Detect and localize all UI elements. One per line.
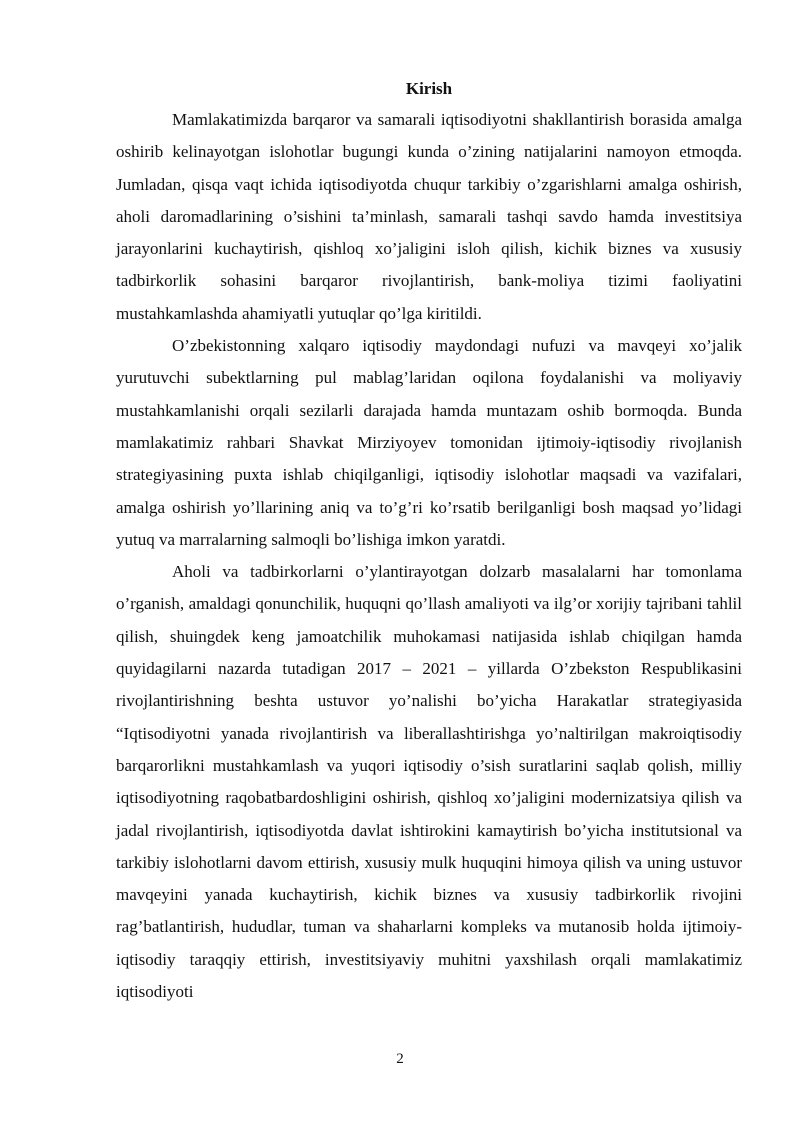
document-page (116, 78, 742, 1008)
paragraph-1: Mamlakatimizda barqaror va samarali iqtisodiyotni shakllantirish borasida amalga oshirib kelinayotgan islohotlar bugungi kunda o’zining natijalarini namoyon etmoqda. Jumladan, qisqa vaqt ichida iqtisodiyotda chuqur tarkibiy o’zgarishlarni amalga oshirish, aholi daromadlarining o’sishini ta’minlash, samarali tashqi savdo hamda investitsiya jarayonlarini kuchaytirish, qishloq xo’jaligini isloh qilish, kichik biznes va xususiy tadbirkorlik sohasini barqaror rivojlantirish, bank-moliya tizimi faoliyatini mustahkamlashda ahamiyatli yutuqlar qo’lga kiritildi. (116, 110, 742, 323)
section-title: Kirish (405, 79, 453, 98)
page-number: 2 (396, 1051, 404, 1067)
paragraph-2: O’zbekistonning xalqaro iqtisodiy maydondagi nufuzi va mavqeyi xo’jalik yurutuvchi subektlarning pul mablag’laridan oqilona foydalanishi va moliyaviy mustahkamlanishi orqali sezilarli darajada hamda muntazam oshib bormoqda. Bunda mamlakatimiz rahbari Shavkat Mirziyoyev tomonidan ijtimoiy-iqtisodiy rivojlanish strategiyasining puxta ishlab chiqilganligi, iqtisodiy islohotlar maqsadi va vazifalari, amalga oshirish yo’llarining aniq va to’g’ri ko’rsatib berilganligi bosh maqsad yo’lidagi yutuq va marralarning salmoqli bo’lishiga imkon yaratdi. (116, 336, 742, 549)
paragraph-3: Aholi va tadbirkorlarni o’ylantirayotgan dolzarb masalalarni har tomonlama o’rganish, amaldagi qonunchilik, huquqni qo’llash amaliyoti va ilg’or xorijiy tajribani tahlil qilish, shuingdek keng jamoatchilik muhokamasi natijasida ishlab chiqilgan hamda quyidagilarni nazarda tutadigan 2017 – 2021 – yillarda O’zbekston Respublikasini rivojlantirishning beshta ustuvor yo’nalishi bo’yicha Harakatlar strategiyasida “Iqtisodiyotni yanada rivojlantirish va liberallashtirishga yo’naltirilgan makroiqtisodiy barqarorlikni mustahkamlash va yuqori iqtisodiy o’sish suratlarini saqlab qolish, milliy iqtisodiyotning raqobatbardoshligini oshirish, qishloq xo’jaligini modernizatsiya qilish va jadal rivojlantirish, iqtisodiyotda davlat ishtirokini kamaytirish bo’yicha institutsional va tarkibiy islohotlarni davom ettirish, xususiy mulk huquqini himoya qilish va uning ustuvor mavqeyini yanada kuchaytirish, kichik biznes va xususiy tadbirkorlik rivojini rag’batlantirish, hududlar, tuman va shaharlarni kompleks va mutanosib holda ijtimoiy-iqtisodiy taraqqiy ettirish, investitsiyaviy muhitni yaxshilash orqali mamlakatimiz iqtisodiyoti (116, 562, 742, 1002)
